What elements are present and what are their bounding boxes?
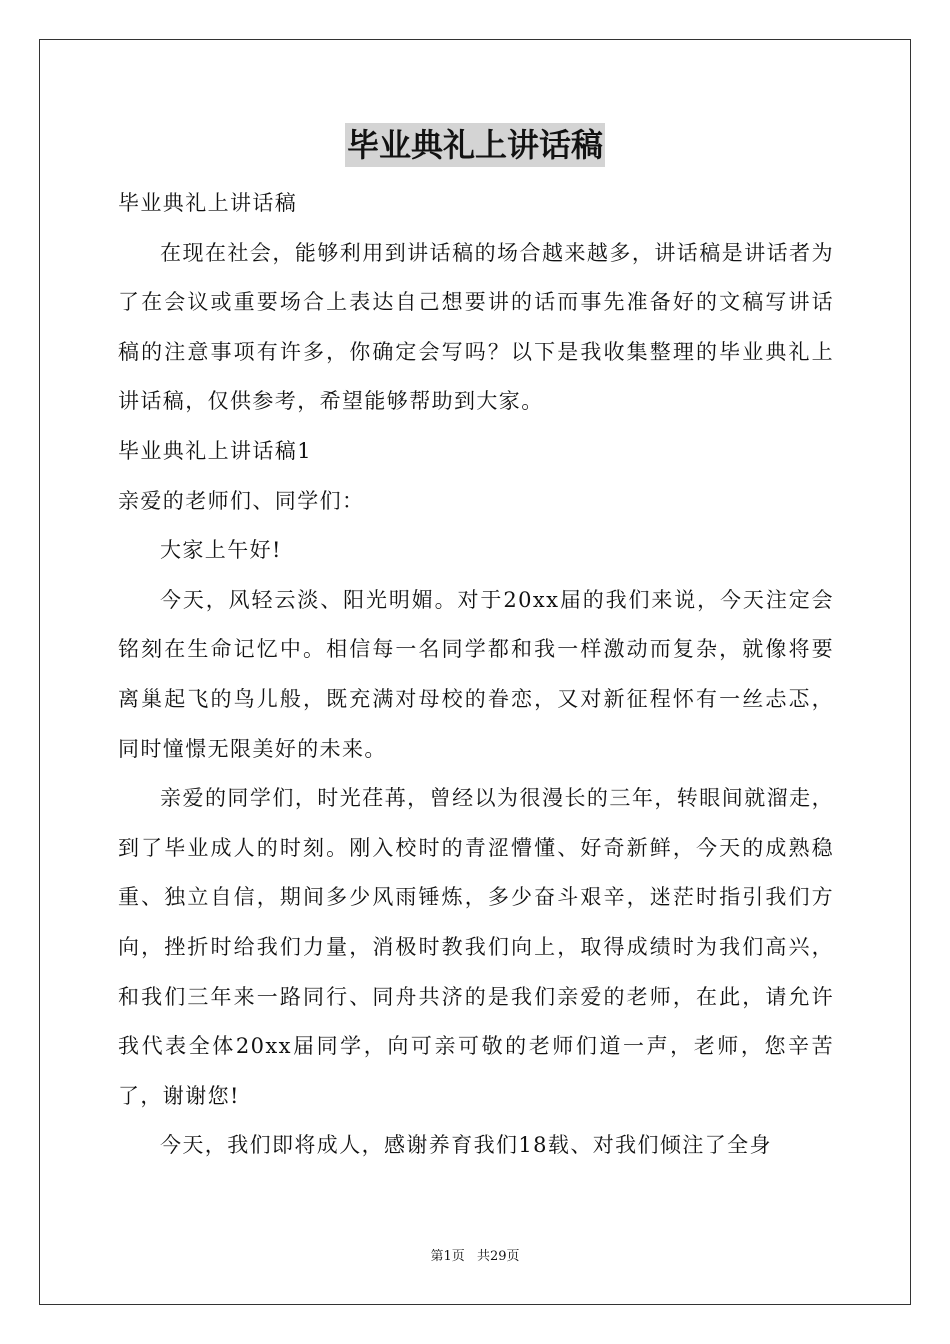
body-paragraph: 今天，我们即将成人，感谢养育我们18载、对我们倾注了全身 (160, 1133, 772, 1158)
intro-paragraph: 在现在社会，能够利用到讲话稿的场合越来越多，讲话稿是讲话者为了在会议或重要场合上表达自己想要讲的话而事先准备好的文稿写讲话稿的注意事项有许多，你确定会写吗？以下是我收集整理的毕业典礼上讲话稿，仅供参考，希望能够帮助到大家。 (118, 240, 834, 414)
page-footer (0, 1248, 950, 1266)
title-container (0, 123, 950, 167)
page-number: 第1页 (430, 1249, 465, 1264)
document-title: 毕业典礼上讲话稿 (345, 123, 605, 167)
section-heading: 毕业典礼上讲话稿1 (118, 438, 312, 463)
subtitle-line: 毕业典礼上讲话稿 (118, 191, 298, 215)
salutation: 亲爱的老师们、同学们： (118, 488, 365, 513)
page-total: 共29页 (476, 1249, 520, 1264)
greeting: 大家上午好! (160, 538, 282, 563)
body-paragraph: 今天，风轻云淡、阳光明媚。对于20xx届的我们来说，今天注定会铭刻在生命记忆中。相信每一名同学都和我一样激动而复杂，就像将要离巢起飞的鸟儿般，既充满对母校的眷恋，又对新征程怀有一丝忐忑，同时憧憬无限美好的未来。 (118, 587, 834, 761)
body-paragraph: 亲爱的同学们，时光荏苒，曾经以为很漫长的三年，转眼间就溜走，到了毕业成人的时刻。刚入校时的青涩懵懂、好奇新鲜，今天的成熟稳重、独立自信，期间多少风雨锤炼，多少奋斗艰辛，迷茫时指引我们方向，挫折时给我们力量，消极时教我们向上，取得成绩时为我们高兴，和我们三年来一路同行、同舟共济的是我们亲爱的老师，在此，请允许我代表全体20xx届同学，向可亲可敬的老师们道一声，老师，您辛苦了，谢谢您! (118, 786, 834, 1108)
document-body (118, 179, 834, 1171)
